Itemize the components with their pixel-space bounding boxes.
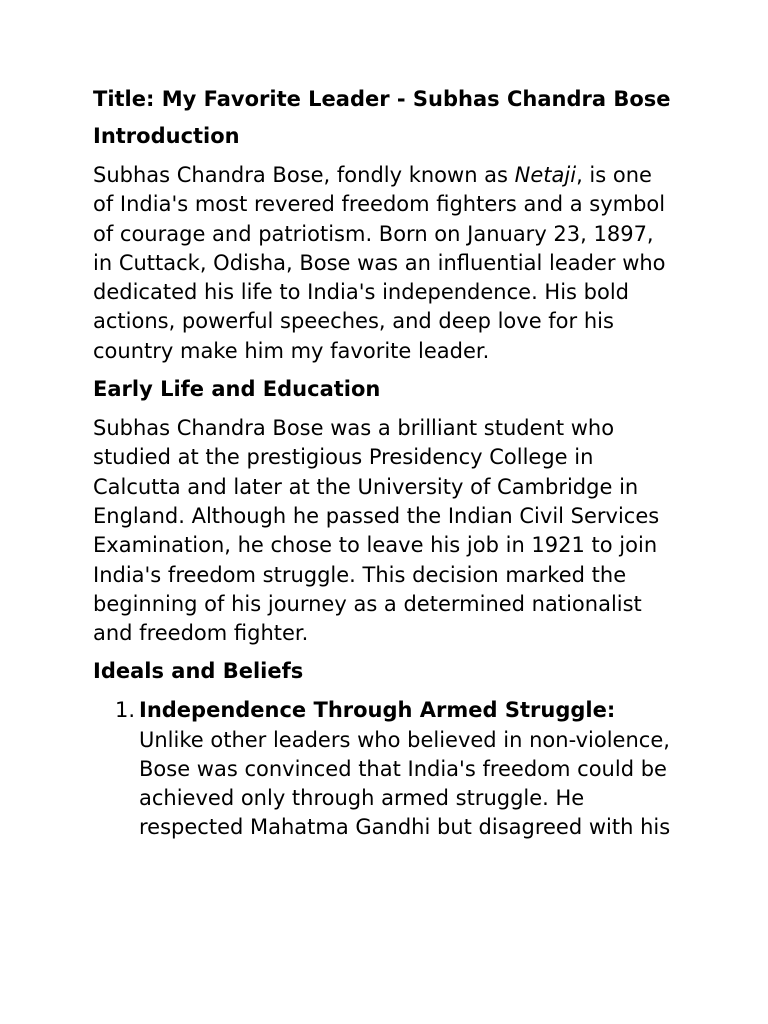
- list-item-text: Unlike other leaders who believed in non-violence, Bose was convinced that India's freedom could be achieved only through armed struggle. He respected Mahatma Gandhi but disagreed with his: [139, 727, 671, 840]
- introduction-text-end: , is one of India's most revered freedom fighters and a symbol of courage and patriotism. Born on January 23, 1897, in Cuttack, Odisha, Bose was an influential leader who dedicated his life to India's independence. His bold actions, powerful speeches, and deep love for his country make him my favorite leader.: [93, 163, 666, 363]
- netaji-emphasis: Netaji: [514, 163, 577, 187]
- list-item: [93, 696, 678, 842]
- introduction-text-start: Subhas Chandra Bose, fondly known as: [93, 163, 515, 187]
- document-page: [93, 85, 678, 842]
- document-title: Title: My Favorite Leader - Subhas Chandra Bose: [93, 87, 671, 111]
- section-heading-ideals: Ideals and Beliefs: [93, 659, 304, 684]
- ideals-list: [93, 696, 678, 842]
- section-heading-introduction: Introduction: [93, 124, 240, 148]
- list-item-number: 1.: [115, 698, 136, 723]
- early-life-paragraph: Subhas Chandra Bose was a brilliant student who studied at the prestigious Presidency College in Calcutta and later at the University of Cambridge in England. Although he passed the Indian Civil Services Examination, he chose to leave his job in 1921 to join India's freedom struggle. This decision marked the beginning of his journey as a determined nationalist and freedom fighter.: [93, 416, 660, 646]
- introduction-paragraph: [93, 161, 678, 366]
- list-item-label: Independence Through Armed Struggle:: [139, 698, 616, 723]
- section-heading-early-life: Early Life and Education: [93, 377, 381, 402]
